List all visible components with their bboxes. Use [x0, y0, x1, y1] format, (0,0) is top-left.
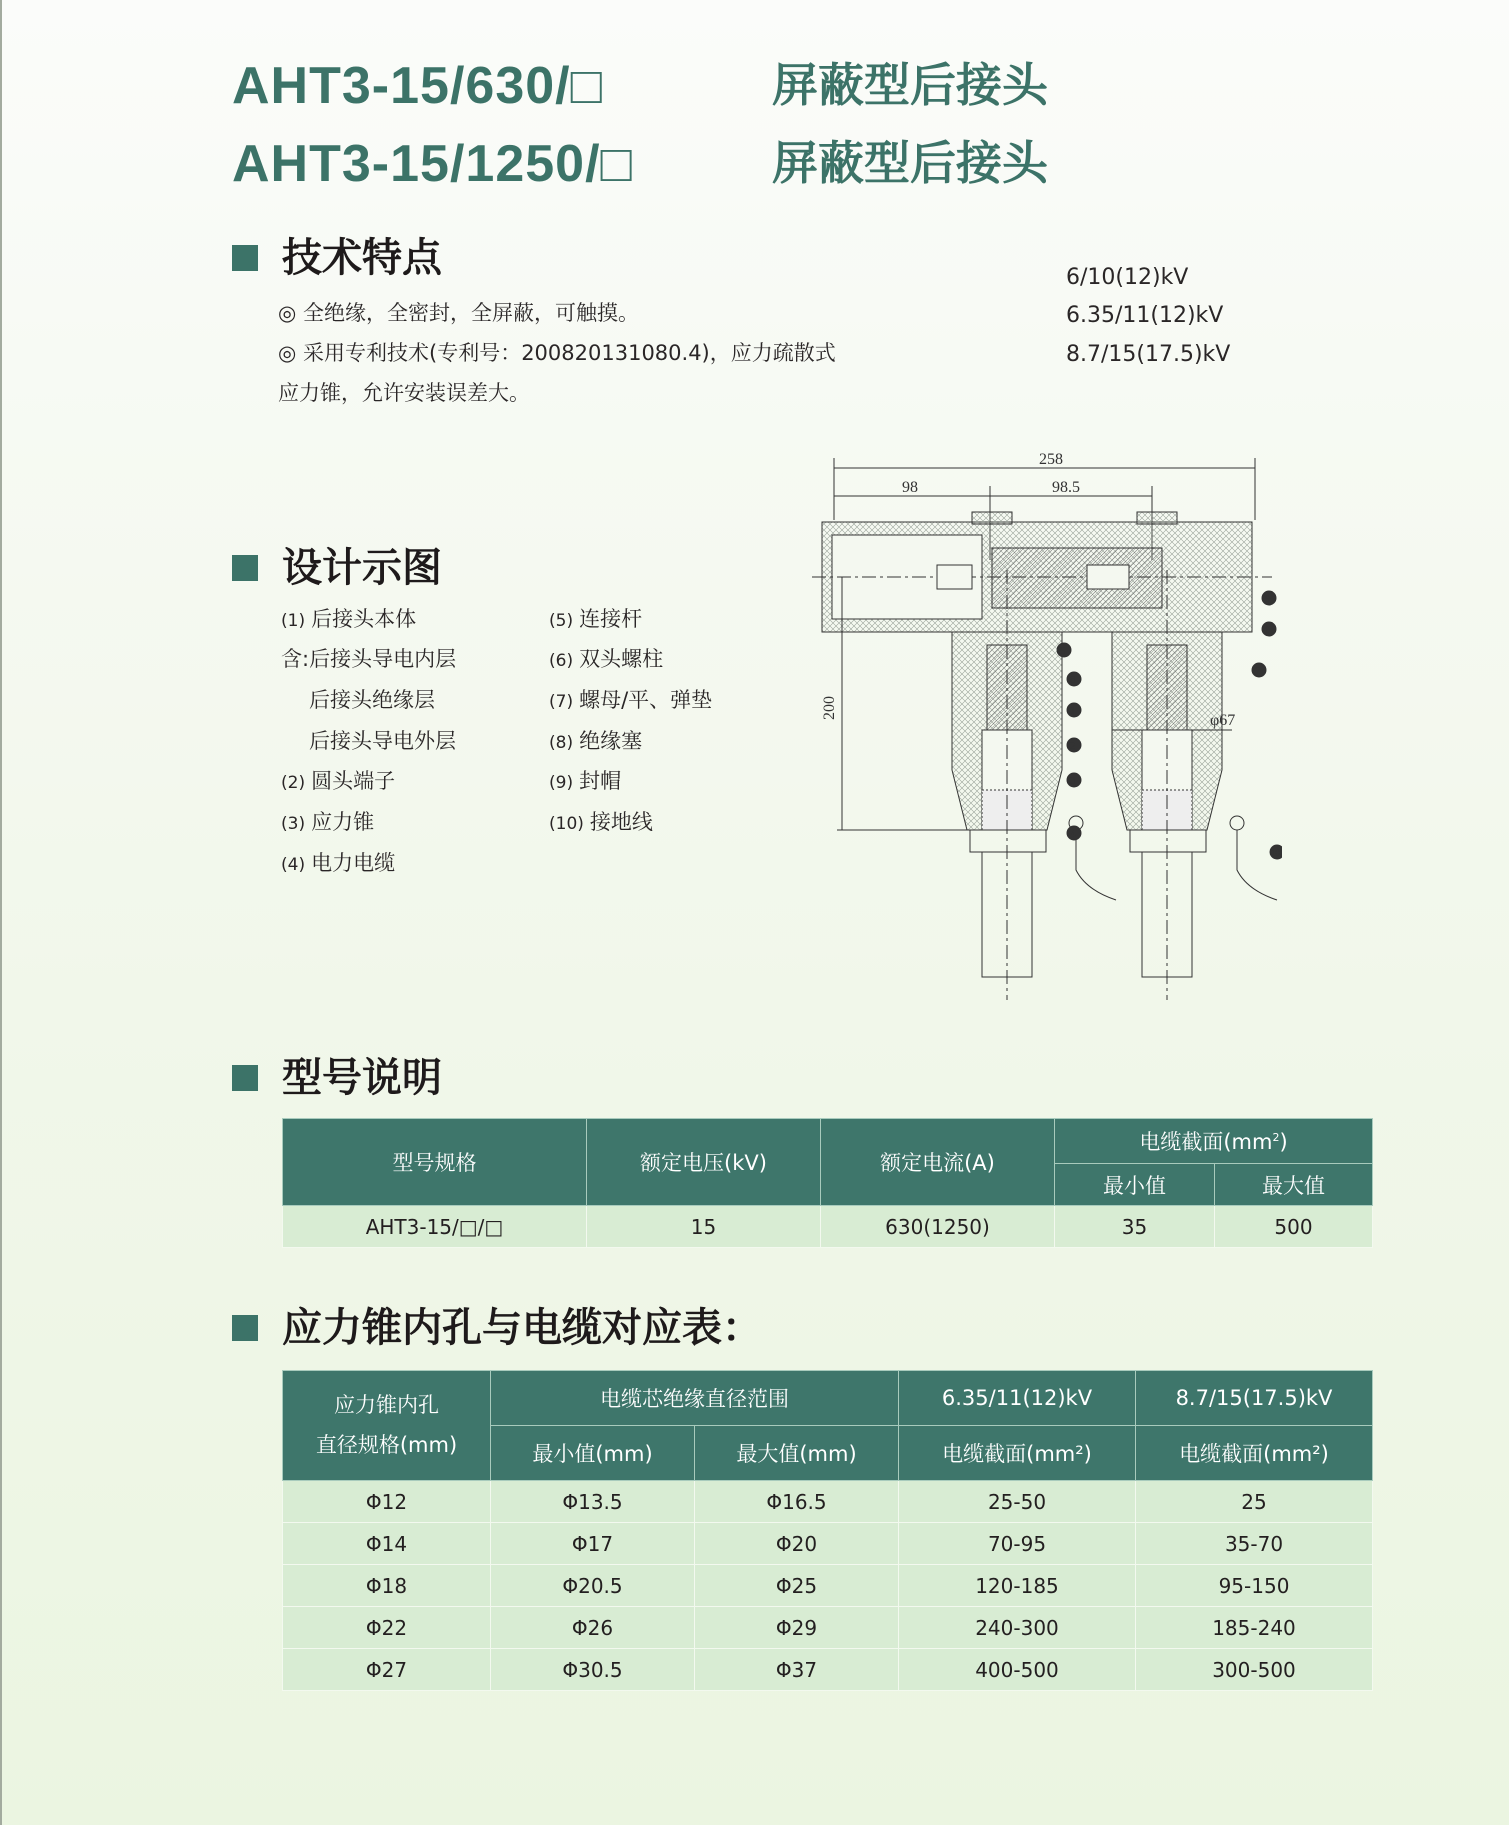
table-row: Φ22 Φ26 Φ29 240-300 185-240 — [283, 1607, 1373, 1649]
col-header-max-mm: 最大值(mm) — [695, 1426, 899, 1481]
model-table — [282, 1118, 1373, 1248]
part-item: (7) 螺母/平、弹垫 — [549, 688, 713, 712]
section-design — [232, 545, 442, 591]
section-bullet-icon — [232, 245, 258, 271]
part-item: (10) 接地线 — [549, 810, 653, 834]
table-row: Φ27 Φ30.5 Φ37 400-500 300-500 — [283, 1649, 1373, 1691]
svg-text:φ67: φ67 — [1210, 712, 1236, 729]
part-item: (6) 双头螺柱 — [549, 647, 664, 671]
part-item: (3) 应力锥 — [281, 810, 375, 834]
col-header-bore: 应力锥内孔 直径规格(mm) — [283, 1371, 491, 1481]
section-bullet-icon — [232, 1065, 258, 1091]
voltage-rating: 8.7/15(17.5)kV — [1066, 342, 1231, 367]
section-title: 应力锥内孔与电缆对应表： — [282, 1305, 762, 1351]
voltage-rating: 6/10(12)kV — [1066, 265, 1189, 290]
part-item: (5) 连接杆 — [549, 607, 643, 631]
svg-text:10: 10 — [1271, 848, 1280, 858]
svg-text:8: 8 — [1265, 624, 1271, 636]
part-item: (1) 后接头本体 — [281, 607, 417, 631]
table-row: Φ14 Φ17 Φ20 70-95 35-70 — [283, 1523, 1373, 1565]
part-item: (2) 圆头端子 — [281, 769, 396, 793]
col-header-voltage: 额定电压(kV) — [587, 1119, 821, 1206]
part-item: (8) 绝缘塞 — [549, 729, 643, 753]
product-name-2: 屏蔽型后接头 — [772, 136, 1048, 190]
svg-text:258: 258 — [1039, 451, 1063, 468]
svg-text:5: 5 — [1060, 645, 1066, 657]
col-header-min-mm: 最小值(mm) — [491, 1426, 695, 1481]
feature-item: 应力锥，允许安装误差大。 — [278, 381, 530, 405]
col-header-model: 型号规格 — [283, 1119, 587, 1206]
section-bullet-icon — [232, 1315, 258, 1341]
col-header-section1: 电缆截面(mm²) — [899, 1426, 1136, 1481]
section-title: 型号说明 — [282, 1055, 442, 1101]
svg-text:98.5: 98.5 — [1052, 479, 1080, 496]
col-header-v2: 8.7/15(17.5)kV — [1136, 1371, 1373, 1426]
col-header-max: 最大值 — [1215, 1164, 1373, 1206]
col-header-cable-section: 电缆截面$(mm^2)$ — [1055, 1119, 1373, 1164]
svg-text:98: 98 — [902, 479, 918, 496]
svg-text:2: 2 — [1070, 740, 1076, 752]
feature-item: ◎ 采用专利技术(专利号：200820131080.4)，应力疏散式 — [278, 341, 836, 365]
part-item: 含:后接头导电内层 — [281, 647, 457, 671]
svg-text:6: 6 — [1070, 674, 1076, 686]
product-title-1: AHT3-15/630/□ — [232, 57, 604, 115]
col-header-insulation-range: 电缆芯绝缘直径范围 — [491, 1371, 899, 1426]
table-row: AHT3-15/□/□ 15 630(1250) 35 500 — [283, 1206, 1373, 1248]
part-item: (4) 电力电缆 — [281, 851, 396, 875]
svg-text:4: 4 — [1070, 828, 1076, 840]
col-header-v1: 6.35/11(12)kV — [899, 1371, 1136, 1426]
col-header-current: 额定电流(A) — [821, 1119, 1055, 1206]
col-header-section2: 电缆截面(mm²) — [1136, 1426, 1373, 1481]
col-header-min: 最小值 — [1055, 1164, 1215, 1206]
feature-item: ◎ 全绝缘，全密封，全屏蔽，可触摸。 — [278, 301, 639, 325]
svg-text:9: 9 — [1265, 593, 1271, 605]
technical-drawing — [812, 440, 1282, 1020]
section-title: 技术特点 — [282, 235, 442, 281]
section-bullet-icon — [232, 555, 258, 581]
voltage-rating: 6.35/11(12)kV — [1066, 303, 1224, 328]
section-model — [232, 1055, 442, 1101]
product-title-2: AHT3-15/1250/□ — [232, 135, 633, 193]
svg-text:200: 200 — [821, 696, 838, 720]
table-row: Φ18 Φ20.5 Φ25 120-185 95-150 — [283, 1565, 1373, 1607]
table-row: Φ12 Φ13.5 Φ16.5 25-50 25 — [283, 1481, 1373, 1523]
svg-text:1: 1 — [1070, 705, 1076, 717]
svg-text:7: 7 — [1255, 665, 1261, 677]
stress-cone-table — [282, 1370, 1373, 1691]
section-stress-cone — [232, 1305, 762, 1351]
part-item: 后接头导电外层 — [309, 729, 456, 753]
section-title: 设计示图 — [282, 545, 442, 591]
part-item: (9) 封帽 — [549, 769, 622, 793]
product-name-1: 屏蔽型后接头 — [772, 58, 1048, 112]
section-features — [232, 235, 442, 281]
part-item: 后接头绝缘层 — [309, 688, 435, 712]
svg-text:3: 3 — [1070, 775, 1076, 787]
